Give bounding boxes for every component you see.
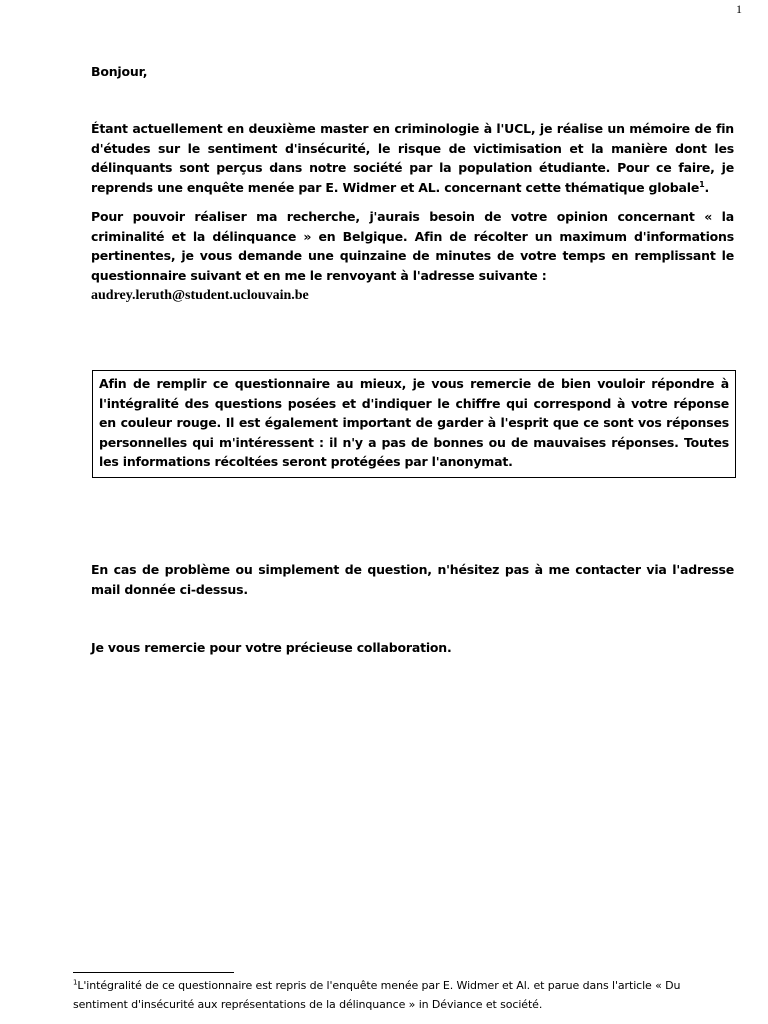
closing-text: Je vous remercie pour votre précieuse collaboration. <box>91 640 452 655</box>
request-text <box>91 207 734 306</box>
instructions-box <box>92 370 736 478</box>
letter-greeting <box>91 62 734 82</box>
greeting-text: Bonjour, <box>91 64 148 79</box>
introduction-paragraph <box>91 119 734 197</box>
footnote-text <box>73 976 713 1014</box>
closing-paragraph <box>91 638 734 658</box>
request-paragraph <box>91 207 734 306</box>
footnote-body: L'intégralité de ce questionnaire est repris de l'enquête menée par E. Widmer et Al. et parue dans l'article « Du sentiment d'insécurité aux représentations de la délinquance » in Déviance et société. <box>73 979 681 1011</box>
contact-email-link[interactable]: audrey.leruth@student.uclouvain.be <box>91 288 309 303</box>
introduction-end: . <box>704 179 710 195</box>
footnote-separator <box>73 972 234 973</box>
footnote <box>73 976 713 1014</box>
introduction-body: Étant actuellement en deuxième master en criminologie à l'UCL, je réalise un mémoire de fin d'études sur le sentiment d'insécurité, le risque de victimisation et la manière dont les délinquants sont perçus dans notre société par la population étudiante. Pour ce faire, je reprends une enquête menée par E. Widmer et AL. concernant cette thématique globale <box>91 121 734 195</box>
introduction-text <box>91 119 734 197</box>
footnote-number: 1 <box>73 978 78 987</box>
contact-text: En cas de problème ou simplement de question, n'hésitez pas à me contacter via l'adresse mail donnée ci-dessus. <box>91 562 734 597</box>
request-body: Pour pouvoir réaliser ma recherche, j'aurais besoin de votre opinion concernant « la criminalité et la délinquance » en Belgique. Afin de récolter un maximum d'informations pertinentes, je vous demande une quinzaine de minutes de votre temps en remplissant le questionnaire suivant et en me le renvoyant à l'adresse suivante : <box>91 209 734 283</box>
footnote-reference[interactable]: 1 <box>699 179 705 189</box>
contact-paragraph <box>91 560 734 599</box>
instructions-text: Afin de remplir ce questionnaire au mieux, je vous remercie de bien vouloir répondre à l'intégralité des questions posées et d'indiquer le chiffre qui correspond à votre réponse en couleur rouge. Il est également important de garder à l'esprit que ce sont vos réponses personnelles qui m'intéressent : il n'y a pas de bonnes ou de mauvaises réponses. Toutes les informations récoltées seront protégées par l'anonymat. <box>99 376 729 470</box>
page-number: 1 <box>736 2 742 16</box>
